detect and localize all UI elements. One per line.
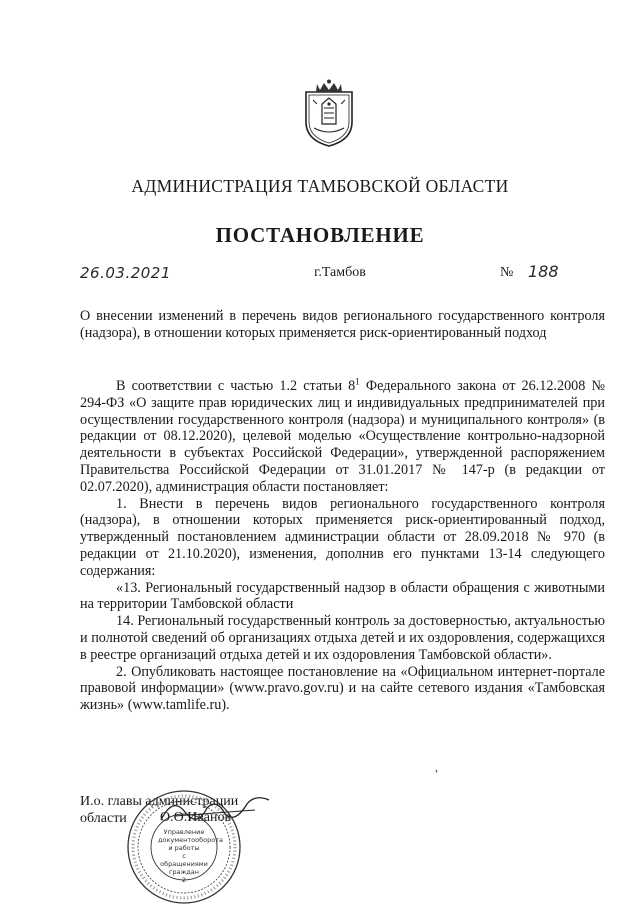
- document-subject: О внесении изменений в перечень видов регионального государственного контроля (надзора), в отношении которых применяется риск-ориентированный подход: [80, 308, 605, 341]
- stamp-line: и работы: [168, 844, 200, 852]
- intro-text-start: В соответствии с частью 1.2 статьи 8: [116, 378, 356, 394]
- stamp-line: с обращениями: [160, 852, 208, 868]
- stamp-line: 2: [181, 876, 187, 884]
- coat-of-arms-emblem: [300, 78, 358, 148]
- intro-superscript: 1: [355, 376, 360, 387]
- organization-name: АДМИНИСТРАЦИЯ ТАМБОВСКОЙ ОБЛАСТИ: [131, 176, 509, 196]
- signer-position-line-2: области: [80, 811, 127, 826]
- stamp-center-text: [158, 828, 223, 884]
- stamp-line: документооборота: [158, 836, 223, 844]
- document-number-label: №: [500, 265, 514, 280]
- body-paragraph-item-14: 14. Региональный государственный контроль за достоверностью, актуальностью и полнотой сведений об организациях отдыха детей и их оздоровления, содержащихся в реестре организаций отдыха детей и их оздоровления Тамбовской области».: [80, 613, 605, 663]
- body-paragraph-item-13: «13. Региональный государственный надзор в области обращения с животными на территории Тамбовской области: [80, 579, 605, 613]
- stamp-line: граждан: [168, 868, 200, 876]
- intro-text-end: Федерального закона от 26.12.2008 № 294-ФЗ «О защите прав юридических лиц и индивидуальных предпринимателей при осуществлении государственного контроля (надзора) и муниципального контроля» (в редакции от 08.12.2020), целевой моделью «Осуществление контрольно-надзорной деятельности в субъектах Российской Федерации», утвержденной распоряжением Правительства Российской Федерации от 31.01.2017 № 147-р (в редакции от 02.07.2020), администрация области постановляет:: [80, 378, 605, 495]
- stamp-line: Управление: [163, 828, 205, 836]
- document-number: 188: [528, 262, 559, 281]
- document-city: г.Тамбов: [314, 265, 366, 280]
- body-paragraph-item-2: 2. Опубликовать настоящее постановление на «Официальном интернет-портале правовой информации» (www.pravo.gov.ru) и на сайте сетевого издания «Тамбовская жизнь» (www.tamlife.ru).: [80, 663, 605, 714]
- signer-name: О.О.Иванов: [160, 810, 232, 825]
- body-paragraph-item-1: 1. Внести в перечень видов регионального государственного контроля (надзора), в отношении которых применяется риск-ориентированный подход, утвержденный постановлением администрации области от 28.09.2018 № 970 (в редакции от 21.10.2020), изменения, дополнив его пунктами 13-14 следующего содержания:: [80, 495, 605, 579]
- document-body: [80, 378, 605, 714]
- document-type-title: ПОСТАНОВЛЕНИЕ: [215, 223, 425, 247]
- signer-position-line-1: И.о. главы администрации: [80, 794, 239, 809]
- body-paragraph-intro: [80, 378, 605, 496]
- document-date: 26.03.2021: [80, 264, 171, 282]
- document-date-line: [80, 264, 600, 286]
- margin-mark: ,: [435, 760, 438, 774]
